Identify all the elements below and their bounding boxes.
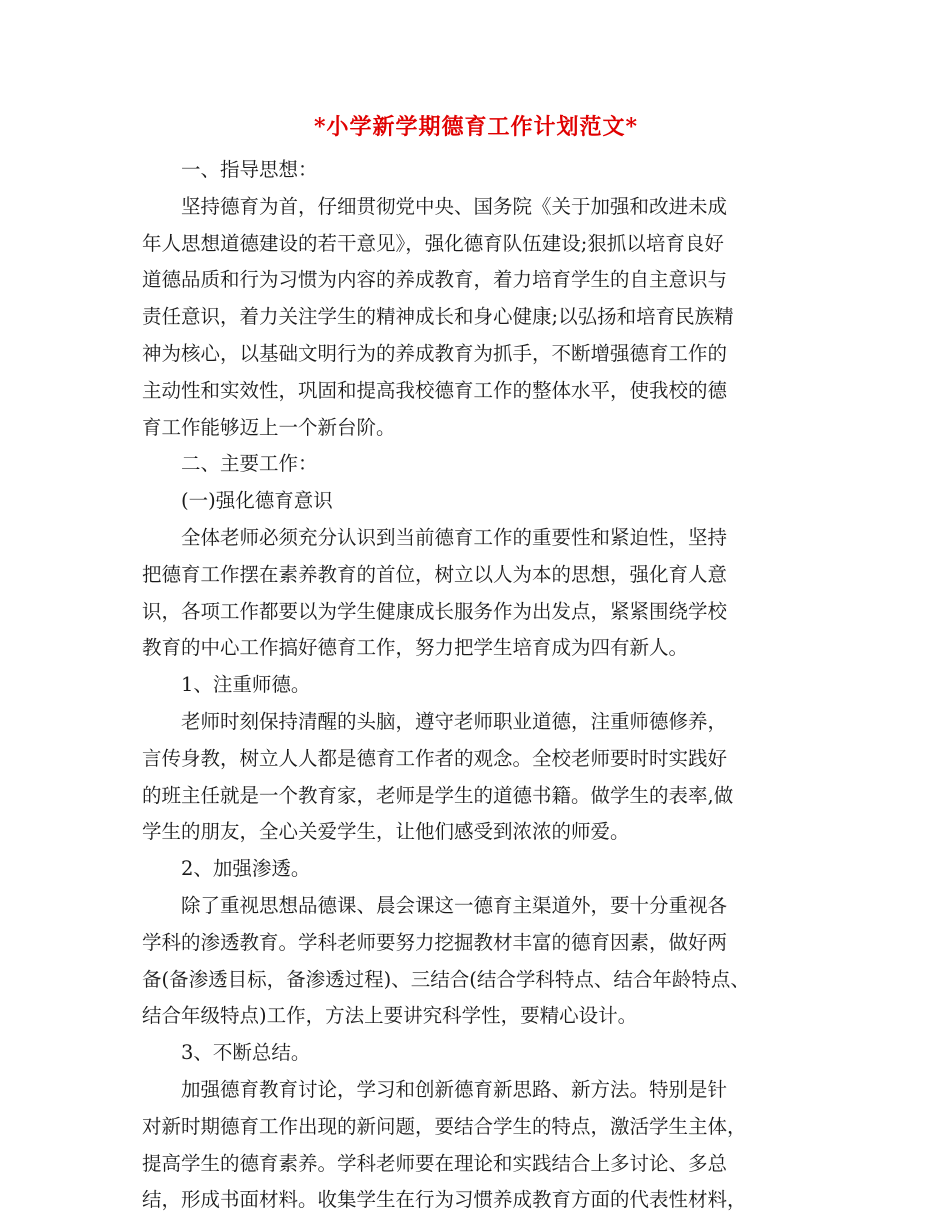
- paragraph-strengthen-awareness: 全体老师必须充分认识到当前德育工作的重要性和紧迫性，坚持 把德育工作摆在素养教育的首位，树立以人为本的思想，强化育人意 识，各项工作都要以为学生健康成长服务作为出发点，紧紧围绕学校 教育的中心工作搞好德育工作，努力把学生培育成为四有新人。: [142, 525, 728, 660]
- item-heading-summarize: 3、不断总结。: [181, 1041, 311, 1065]
- heading-guiding-ideology: 一、指导思想：: [181, 158, 318, 181]
- item-heading-penetration: 2、加强渗透。: [181, 857, 311, 881]
- paragraph-guiding-ideology: 坚持德育为首，仔细贯彻党中央、国务院《关于加强和改进未成 年人思想道德建设的若干意见》，强化德育队伍建设;狠抓以培育良好 道德品质和行为习惯为内容的养成教育，着力培育学生的自主意识与 责任意识，着力关注学生的精神成长和身心健康;以弘扬和培育民族精 神为核心，以基础文明行为的养成教育为抓手，不断增强德育工作的 主动性和实效性，巩固和提高我校德育工作的整体水平，使我校的德 育工作能够迈上一个新台阶。: [142, 194, 734, 439]
- item-heading-teacher-ethics: 1、注重师德。: [181, 673, 311, 697]
- subheading-strengthen-awareness: (一)强化德育意识: [181, 489, 333, 513]
- paragraph-penetration: 除了重视思想品德课、晨会课这一德育主渠道外，要十分重视各 学科的渗透教育。学科老师要努力挖掘教材丰富的德育因素，做好两 备(备渗透目标，备渗透过程)、三结合(结合学科特点、结合年龄特点、 结合年级特点)工作，方法上要讲究科学性，要精心设计。: [142, 893, 750, 1028]
- paragraph-summarize: 加强德育教育讨论，学习和创新德育新思路、新方法。特别是针 对新时期德育工作出现的新问题，要结合学生的特点，激活学生主体， 提高学生的德育素养。学科老师要在理论和实践结合上多讨论、多总 结，形成书面材料。收集学生在行为习惯养成教育方面的代表性材料，: [142, 1077, 747, 1212]
- heading-main-work: 二、主要工作：: [181, 452, 318, 476]
- paragraph-teacher-ethics: 老师时刻保持清醒的头脑，遵守老师职业道德，注重师德修养， 言传身教，树立人人都是德育工作者的观念。全校老师要时时实践好 的班主任就是一个教育家，老师是学生的道德书籍。做学生的表率,做 学生的朋友，全心关爱学生，让他们感受到浓浓的师爱。: [142, 709, 734, 844]
- document-title: *小学新学期德育工作计划范文*: [313, 114, 638, 140]
- document-page: [142, 104, 810, 1219]
